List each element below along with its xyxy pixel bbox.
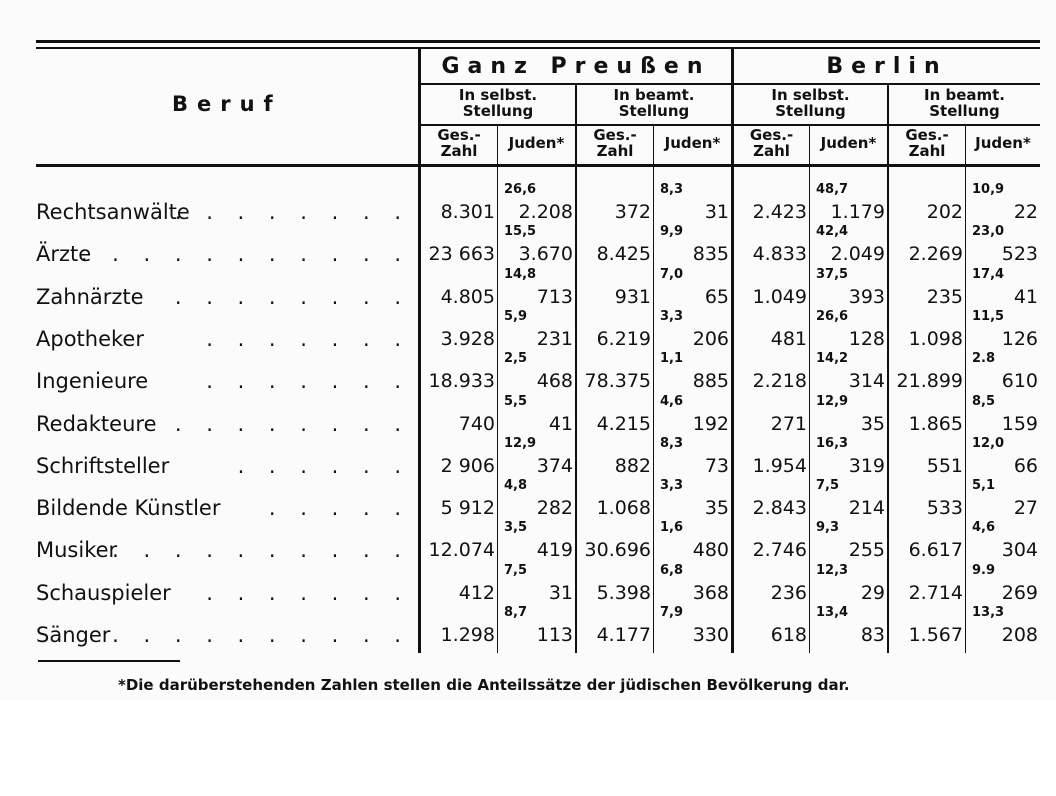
percent-annotation: 12,9 <box>816 393 849 409</box>
percent-annotation: 37,5 <box>816 266 849 282</box>
row-leader-dots: . . . . . . . . <box>174 411 410 436</box>
table-cell: 269 <box>1001 581 1038 604</box>
table-cell: 2 906 <box>440 454 495 477</box>
percent-annotation: 10,9 <box>972 182 1005 197</box>
percent-annotation: 5,1 <box>972 478 996 494</box>
percent-annotation: 9.9 <box>972 562 996 578</box>
table-cell: 740 <box>458 412 495 435</box>
percent-annotation: 26,6 <box>816 308 849 324</box>
percent-annotation: 16,3 <box>816 435 849 451</box>
colheader-ges-zahl: Ges.- <box>437 126 481 144</box>
percent-annotation: 4,6 <box>660 393 684 409</box>
table-cell: 23 663 <box>428 243 495 266</box>
table-cell: 41 <box>1013 285 1038 308</box>
header-beruf: Beruf <box>172 92 282 116</box>
percent-annotation: 8,5 <box>972 393 996 409</box>
percent-annotation: 12,3 <box>816 562 849 578</box>
table-cell: 931 <box>614 285 651 308</box>
table-cell: 8.425 <box>596 243 651 266</box>
table-cell: 73 <box>704 454 729 477</box>
table-cell: 255 <box>848 539 885 562</box>
table-cell: 126 <box>1001 327 1038 350</box>
table-cell: 2.714 <box>908 581 963 604</box>
table-cell: 8.301 <box>440 201 495 223</box>
table-cell: 4.177 <box>596 624 651 646</box>
percent-annotation: 5,9 <box>504 308 528 324</box>
table-cell: 4.215 <box>596 412 651 435</box>
table-cell: 21.899 <box>896 370 963 393</box>
table-cell: 618 <box>770 624 807 646</box>
table-cell: 231 <box>536 327 573 350</box>
table-cell: 419 <box>536 539 573 562</box>
table-cell: 533 <box>926 497 963 520</box>
percent-annotation: 23,0 <box>972 224 1005 240</box>
table-cell: 31 <box>548 581 573 604</box>
col-rule-sub-berlin <box>887 85 889 653</box>
percent-annotation: 14,8 <box>504 266 537 282</box>
row-label: Schauspieler <box>36 580 171 605</box>
colheader-ges-zahl: Ges.- <box>749 126 794 144</box>
table-cell: 5 912 <box>440 497 495 520</box>
table-cell: 271 <box>770 412 807 435</box>
table-cell: 2.049 <box>830 243 885 266</box>
row-leader-dots: . . . . . . . . . . <box>112 623 410 647</box>
subheader-prussia-beamt-line2: Stellung <box>618 102 690 120</box>
table-cell: 208 <box>1001 624 1038 646</box>
subheader-prussia-beamt: In beamt. <box>613 86 695 104</box>
table-cell: 113 <box>536 624 573 646</box>
row-label: Ärzte <box>36 242 92 267</box>
colheader-ges-zahl-line2: Zahl <box>596 142 634 160</box>
table-cell: 214 <box>848 497 885 520</box>
percent-annotation: 48,7 <box>816 182 849 197</box>
header-ganz-preussen: Ganz Preußen <box>441 54 711 79</box>
table-cell: 330 <box>692 624 729 646</box>
table-cell: 1.179 <box>830 201 885 223</box>
percent-annotation: 42,4 <box>816 224 849 240</box>
colheader-ges-zahl: Ges.- <box>905 126 949 144</box>
table-cell: 393 <box>848 285 885 308</box>
percent-annotation: 26,6 <box>504 182 537 197</box>
percent-annotation: 7,5 <box>816 478 840 494</box>
colheader-juden: Juden* <box>508 134 565 152</box>
table-cell: 2.218 <box>752 370 807 393</box>
table-cell: 5.398 <box>596 581 651 604</box>
percent-annotation: 5,5 <box>504 393 528 409</box>
row-leader-dots: . . . . . . . . . . . <box>80 242 410 267</box>
table-cell: 202 <box>926 201 963 223</box>
table-cell: 2.208 <box>518 201 573 223</box>
table-cell: 29 <box>860 581 885 604</box>
subheader-berlin-selbst-line2: Stellung <box>775 102 846 120</box>
percent-annotation: 7,5 <box>504 562 528 578</box>
percent-annotation: 3,5 <box>504 520 528 536</box>
table-cell: 22 <box>1013 201 1038 223</box>
table-cell: 6.219 <box>596 327 651 350</box>
table-cell: 551 <box>926 454 963 477</box>
footnote: *Die darüberstehenden Zahlen stellen die Anteilssätze der jüdischen Bevölkerung dar. <box>118 676 850 694</box>
table-cell: 235 <box>926 285 963 308</box>
table-cell: 374 <box>536 454 573 477</box>
percent-annotation: 2.8 <box>972 351 996 367</box>
table-cell: 236 <box>770 581 807 604</box>
table-cell: 192 <box>692 412 729 435</box>
percent-annotation: 17,4 <box>972 266 1005 282</box>
table-cell: 3.670 <box>518 243 573 266</box>
row-label: Sänger <box>36 623 111 647</box>
percent-annotation: 1,1 <box>660 351 684 367</box>
row-leader-dots: . . . . . . . <box>206 326 410 351</box>
row-label: Bildende Künstler <box>36 496 221 521</box>
table-cell: 610 <box>1001 370 1038 393</box>
table-cell: 713 <box>536 285 573 308</box>
table-cell: 12.074 <box>428 539 495 562</box>
row-leader-dots: . . . . . . <box>237 453 410 478</box>
table-cell: 1.068 <box>596 497 651 520</box>
colheader-ges-zahl-line2: Zahl <box>753 142 790 160</box>
table-cell: 65 <box>704 285 729 308</box>
col-rule-3 <box>653 126 654 653</box>
table-cell: 206 <box>692 327 729 350</box>
percent-annotation: 6,8 <box>660 562 684 578</box>
row-leader-dots: . . . . . . . . <box>174 284 410 309</box>
col-rule-sub-prussia <box>575 85 577 653</box>
row-label: Zahnärzte <box>36 284 144 309</box>
colheader-ges-zahl-line2: Zahl <box>440 142 478 160</box>
table-cell: 1.567 <box>908 624 963 646</box>
row-label: Ingenieure <box>36 369 149 394</box>
percent-annotation: 4,6 <box>972 520 996 536</box>
percent-annotation: 3,3 <box>660 478 684 494</box>
table-cell: 27 <box>1013 497 1038 520</box>
table-cell: 368 <box>692 581 729 604</box>
row-leader-dots: . . . . . . . . . . <box>112 538 410 563</box>
percent-annotation: 8,7 <box>504 605 528 620</box>
percent-annotation: 4,8 <box>504 478 528 494</box>
col-rule-7 <box>965 126 966 653</box>
row-label: Apotheker <box>36 326 144 351</box>
table-cell: 1.954 <box>752 454 807 477</box>
subheader-berlin-beamt: In beamt. <box>923 86 1005 104</box>
row-leader-dots: . . . . . <box>268 496 410 521</box>
table-cell: 2.746 <box>752 539 807 562</box>
table-cell: 66 <box>1013 454 1038 477</box>
table-cell: 128 <box>848 327 885 350</box>
table-cell: 314 <box>848 370 885 393</box>
percent-annotation: 8,3 <box>660 182 684 197</box>
percent-annotation: 7,0 <box>660 266 684 282</box>
row-label: Schriftsteller <box>36 453 170 478</box>
subheader-berlin-selbst: In selbst. <box>771 86 850 104</box>
table-cell: 35 <box>860 412 885 435</box>
table-cell: 1.049 <box>752 285 807 308</box>
colheader-juden: Juden* <box>664 134 721 152</box>
table-cell: 282 <box>536 497 573 520</box>
percent-annotation: 15,5 <box>504 224 537 240</box>
table-cell: 4.805 <box>440 285 495 308</box>
percent-annotation: 12,0 <box>972 435 1005 451</box>
subheader-prussia-selbst: In selbst. <box>458 86 538 104</box>
percent-annotation: 11,5 <box>972 308 1005 324</box>
table-cell: 372 <box>614 201 651 223</box>
table-cell: 31 <box>704 201 729 223</box>
percent-annotation: 8,3 <box>660 435 684 451</box>
row-label: Rechtsanwälte <box>36 200 190 224</box>
table-cell: 523 <box>1001 243 1038 266</box>
table-cell: 1.865 <box>908 412 963 435</box>
percent-annotation: 13,3 <box>972 605 1005 620</box>
colheader-juden: Juden* <box>975 134 1031 152</box>
region-underline <box>418 83 1040 85</box>
percent-annotation: 9,9 <box>660 224 684 240</box>
table-cell: 2.423 <box>752 201 807 223</box>
table-cell: 412 <box>458 581 495 604</box>
percent-annotation: 9,3 <box>816 520 840 536</box>
col-rule-1 <box>497 126 498 653</box>
percent-annotation: 13,4 <box>816 605 849 620</box>
table-cell: 835 <box>692 243 729 266</box>
percent-annotation: 14,2 <box>816 351 849 367</box>
colheader-ges-zahl-line2: Zahl <box>908 142 946 160</box>
table-cell: 481 <box>770 327 807 350</box>
row-leader-dots: . . . . . . . . <box>174 200 410 224</box>
top-rule-thin <box>36 47 1040 49</box>
table-cell: 468 <box>536 370 573 393</box>
table-cell: 1.298 <box>440 624 495 646</box>
footnote-rule <box>38 660 180 662</box>
percent-annotation: 1,6 <box>660 520 684 536</box>
table-cell: 30.696 <box>584 539 651 562</box>
percent-annotation: 12,9 <box>504 435 537 451</box>
table-cell: 4.833 <box>752 243 807 266</box>
row-leader-dots: . . . . . . . <box>206 580 410 605</box>
table-cell: 1.098 <box>908 327 963 350</box>
table-cell: 882 <box>614 454 651 477</box>
table-cell: 41 <box>548 412 573 435</box>
table-cell: 885 <box>692 370 729 393</box>
table-cell: 2.269 <box>908 243 963 266</box>
row-label: Musiker <box>36 538 118 563</box>
header-berlin: Berlin <box>826 54 948 79</box>
col-rule-5 <box>809 126 810 653</box>
colheader-ges-zahl: Ges.- <box>593 126 637 144</box>
header-bottom-rule <box>36 164 1040 167</box>
row-leader-dots: . . . . . . . <box>206 369 410 394</box>
colheader-juden: Juden* <box>820 134 877 152</box>
table-cell: 304 <box>1001 539 1038 562</box>
table-cell: 480 <box>692 539 729 562</box>
table-cell: 3.928 <box>440 327 495 350</box>
subheader-prussia-selbst-line2: Stellung <box>462 102 534 120</box>
table-cell: 83 <box>860 624 885 646</box>
row-label: Redakteure <box>36 411 157 436</box>
percent-annotation: 2,5 <box>504 351 528 367</box>
table-cell: 35 <box>704 497 729 520</box>
percent-annotation: 7,9 <box>660 605 684 620</box>
top-rule <box>36 40 1040 43</box>
table-cell: 319 <box>848 454 885 477</box>
table-cell: 18.933 <box>428 370 495 393</box>
table-cell: 159 <box>1001 412 1038 435</box>
table-cell: 2.843 <box>752 497 807 520</box>
table-cell: 6.617 <box>908 539 963 562</box>
percent-annotation: 3,3 <box>660 308 684 324</box>
subheader-berlin-beamt-line2: Stellung <box>929 102 1000 120</box>
table-cell: 78.375 <box>584 370 651 393</box>
